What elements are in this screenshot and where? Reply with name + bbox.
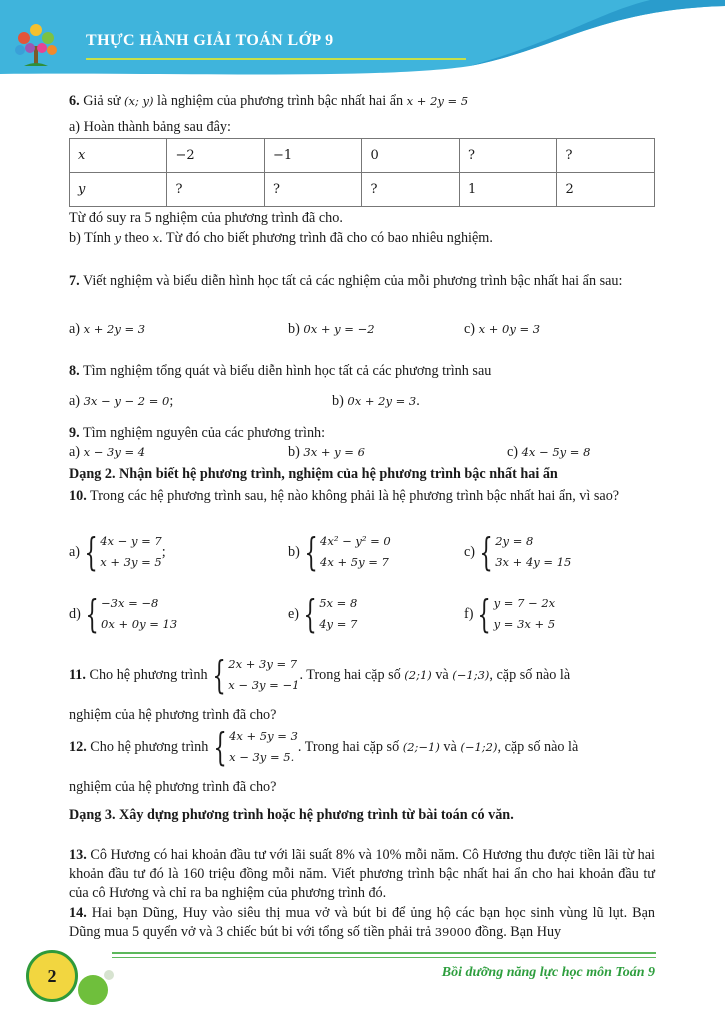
label: c) xyxy=(464,543,476,560)
table-cell: ? xyxy=(264,173,362,207)
tree-logo-icon xyxy=(10,20,62,72)
question-number: 11. xyxy=(69,666,86,683)
math-equation: y = 3x + 5 xyxy=(493,617,556,631)
label: b) xyxy=(288,543,300,560)
footer-rule xyxy=(112,952,656,954)
math-pair: (−1;3) xyxy=(452,667,490,682)
question-number: 12. xyxy=(69,738,87,755)
text: ; xyxy=(161,543,166,560)
math-equation: 4x² − y² = 0 xyxy=(320,534,391,548)
question-13 xyxy=(69,846,655,903)
math-equation: 0x + y = −2 xyxy=(303,322,375,336)
label: d) xyxy=(69,605,81,622)
math-equation: x + 2y = 3 xyxy=(83,322,146,336)
math-equation: 3x + y = 6 xyxy=(303,445,365,459)
system-a xyxy=(69,531,166,573)
text: và xyxy=(435,666,449,683)
label: a) xyxy=(69,321,81,337)
brace-icon: { xyxy=(212,653,226,697)
math-equation: x − 3y = −1 xyxy=(228,678,300,692)
label: a) xyxy=(69,543,81,560)
label: c) xyxy=(507,444,519,460)
text: , cặp số nào là xyxy=(489,666,571,683)
question-6-after-table: Từ đó suy ra 5 nghiệm của phương trình đã cho. xyxy=(69,210,343,226)
table-row xyxy=(70,173,655,207)
label: c) xyxy=(464,321,476,337)
question-11-stem xyxy=(69,654,655,696)
part-a xyxy=(69,392,173,411)
decorative-dot xyxy=(104,970,114,980)
system-e xyxy=(288,593,357,635)
text: . Trong hai cặp số xyxy=(297,738,400,755)
table-cell: −1 xyxy=(264,139,362,173)
label: b) xyxy=(332,393,344,409)
part-c xyxy=(507,443,590,462)
text: là nghiệm của phương trình bậc nhất hai ẩn xyxy=(157,93,404,109)
table-cell: x xyxy=(70,139,167,173)
part-b xyxy=(332,392,420,411)
section-heading-dang-3: Dạng 3. Xây dựng phương trình hoặc hệ phương trình từ bài toán có văn. xyxy=(69,807,514,823)
brace-icon: { xyxy=(213,725,227,769)
text: Giả sử xyxy=(83,93,121,109)
question-9-stem xyxy=(69,424,655,443)
footer-book-title: Bồi dưỡng năng lực học môn Toán 9 xyxy=(441,965,655,980)
label: a) xyxy=(69,444,81,460)
question-number: 13. xyxy=(69,847,87,863)
math-equation: 4x + 5y = 7 xyxy=(320,555,389,569)
question-7-stem xyxy=(69,272,655,291)
math-equation: 0x + 0y = 13 xyxy=(101,617,178,631)
math-equation: −3x = −8 xyxy=(101,596,159,610)
question-14 xyxy=(69,904,655,942)
header-banner xyxy=(0,0,725,75)
math-pair: (2;1) xyxy=(404,667,432,682)
math-var: y xyxy=(114,231,121,245)
math-equation: x + 0y = 3 xyxy=(478,322,541,336)
brace-system xyxy=(212,726,298,768)
part-a xyxy=(69,320,145,339)
question-8-stem xyxy=(69,362,655,381)
text: . Từ đó cho biết phương trình đã cho có bao nhiêu nghiệm. xyxy=(158,230,493,246)
question-number: 6. xyxy=(69,93,80,109)
table-cell: ? xyxy=(362,173,459,207)
text: Hai bạn Dũng, Huy vào siêu thị mua vở và bút bi để ủng hộ các bạn học sinh vùng lũ lụt. Bạn Dũng mua 5 quyển vở và 3 chiếc bút bi với tổng số tiền phải trả xyxy=(69,905,656,940)
math-equation: 2x + 3y = 7 xyxy=(228,657,298,671)
system-d xyxy=(69,593,177,635)
table-cell: ? xyxy=(167,173,265,207)
part-b xyxy=(288,320,375,339)
math-equation: 3x + 4y = 15 xyxy=(495,555,572,569)
system-f xyxy=(464,593,555,635)
text: Trong các hệ phương trình sau, hệ nào không phải là hệ phương trình bậc nhất hai ẩn, vì sao? xyxy=(90,488,620,504)
text: b) Tính xyxy=(69,230,111,246)
table-cell: 0 xyxy=(362,139,459,173)
text: , cặp số nào là xyxy=(497,738,579,755)
text: Cho hệ phương trình xyxy=(89,666,208,683)
brace-system xyxy=(478,531,571,573)
question-number: 9. xyxy=(69,425,80,441)
system-c xyxy=(464,531,571,573)
question-12-stem xyxy=(69,726,655,768)
table-cell: ? xyxy=(459,139,556,173)
math-equation: x − 3y = 5. xyxy=(229,750,295,764)
table-cell: ? xyxy=(557,139,655,173)
math-equation: 2y = 8 xyxy=(495,534,534,548)
text: Tìm nghiệm tổng quát và biểu diễn hình học tất cả các phương trình sau xyxy=(82,363,492,379)
brace-system xyxy=(83,531,162,573)
question-11-tail: nghiệm của hệ phương trình đã cho? xyxy=(69,707,277,723)
label: b) xyxy=(288,321,300,337)
question-number: 10. xyxy=(69,488,87,504)
brace-icon: { xyxy=(84,530,98,574)
system-b xyxy=(288,531,391,573)
math-pair: (2;−1) xyxy=(402,739,440,754)
label: b) xyxy=(288,444,300,460)
math-equation: x + 3y = 5 xyxy=(100,555,162,569)
question-number: 8. xyxy=(69,363,80,379)
brace-icon: { xyxy=(85,592,99,636)
text: . xyxy=(416,393,420,409)
text: và xyxy=(443,738,457,755)
math-number: 39000 xyxy=(434,925,472,939)
math-equation: 4x + 5y = 3 xyxy=(229,729,298,743)
brace-system xyxy=(302,593,357,635)
brace-icon: { xyxy=(479,530,493,574)
text: đồng. Bạn Huy xyxy=(474,924,562,940)
table-row xyxy=(70,139,655,173)
label: f) xyxy=(464,605,474,622)
part-b xyxy=(288,443,365,462)
text: Cho hệ phương trình xyxy=(90,738,209,755)
math-equation: 3x − y − 2 = 0 xyxy=(83,394,170,408)
page-number: 2 xyxy=(26,950,78,1002)
question-10-stem xyxy=(69,487,655,506)
math-pair: (−1;2) xyxy=(460,739,498,754)
math-pair: (x; y) xyxy=(123,94,154,108)
brace-icon: { xyxy=(304,530,318,574)
brace-system xyxy=(476,593,555,635)
math-equation: 4x − 5y = 8 xyxy=(521,445,591,459)
page-header-title: THỰC HÀNH GIẢI TOÁN LỚP 9 xyxy=(86,32,334,49)
label: e) xyxy=(288,605,300,622)
text: theo xyxy=(124,230,149,246)
math-equation: 0x + 2y = 3 xyxy=(347,394,417,408)
table-cell: −2 xyxy=(167,139,265,173)
math-equation: x − 3y = 4 xyxy=(83,445,146,459)
math-equation: 5x = 8 xyxy=(319,596,358,610)
math-equation: y = 7 − 2x xyxy=(493,596,556,610)
brace-system xyxy=(211,654,299,696)
brace-icon: { xyxy=(477,592,492,636)
brace-system xyxy=(84,593,177,635)
table-cell: y xyxy=(70,173,167,207)
question-number: 14. xyxy=(69,905,87,921)
question-6-part-a: a) Hoàn thành bảng sau đây: xyxy=(69,119,231,135)
footer-rule-thin xyxy=(112,957,656,958)
section-heading-dang-2: Dạng 2. Nhận biết hệ phương trình, nghiệm của hệ phương trình bậc nhất hai ẩn xyxy=(69,466,558,482)
text: Cô Hương có hai khoản đầu tư với lãi suất 8% và 10% mỗi năm. Cô Hương thu được tiền lãi từ hai khoản đầu tư đó là 160 triệu đồng mỗi năm. Viết phương trình bậc nhất hai ẩn cho hai khoản đầu tư của cô Hương và chỉ ra ba nghiệm của phương trình đó. xyxy=(69,847,655,901)
text: Tìm nghiệm nguyên của các phương trình: xyxy=(82,425,326,441)
part-c xyxy=(464,320,540,339)
part-a xyxy=(69,443,145,462)
question-6-stem xyxy=(69,92,655,111)
math-equation: 4x − y = 7 xyxy=(100,534,162,548)
math-equation: x + 2y = 5 xyxy=(406,94,469,108)
question-12-tail: nghiệm của hệ phương trình đã cho? xyxy=(69,779,277,795)
text: Viết nghiệm và biểu diễn hình học tất cả các nghiệm của mỗi phương trình bậc nhất hai ẩn sau: xyxy=(82,273,623,289)
text: ; xyxy=(169,393,174,409)
values-table xyxy=(69,138,655,207)
question-number: 7. xyxy=(69,273,80,289)
math-equation: 4y = 7 xyxy=(319,617,358,631)
text: . Trong hai cặp số xyxy=(299,666,401,683)
question-6-part-b xyxy=(69,229,655,248)
decorative-dot xyxy=(78,975,108,1005)
math-var: x xyxy=(152,231,159,245)
header-underline xyxy=(86,58,466,60)
label: a) xyxy=(69,393,81,409)
table-cell: 2 xyxy=(557,173,655,207)
brace-icon: { xyxy=(303,592,317,636)
brace-system xyxy=(303,531,391,573)
table-cell: 1 xyxy=(459,173,556,207)
